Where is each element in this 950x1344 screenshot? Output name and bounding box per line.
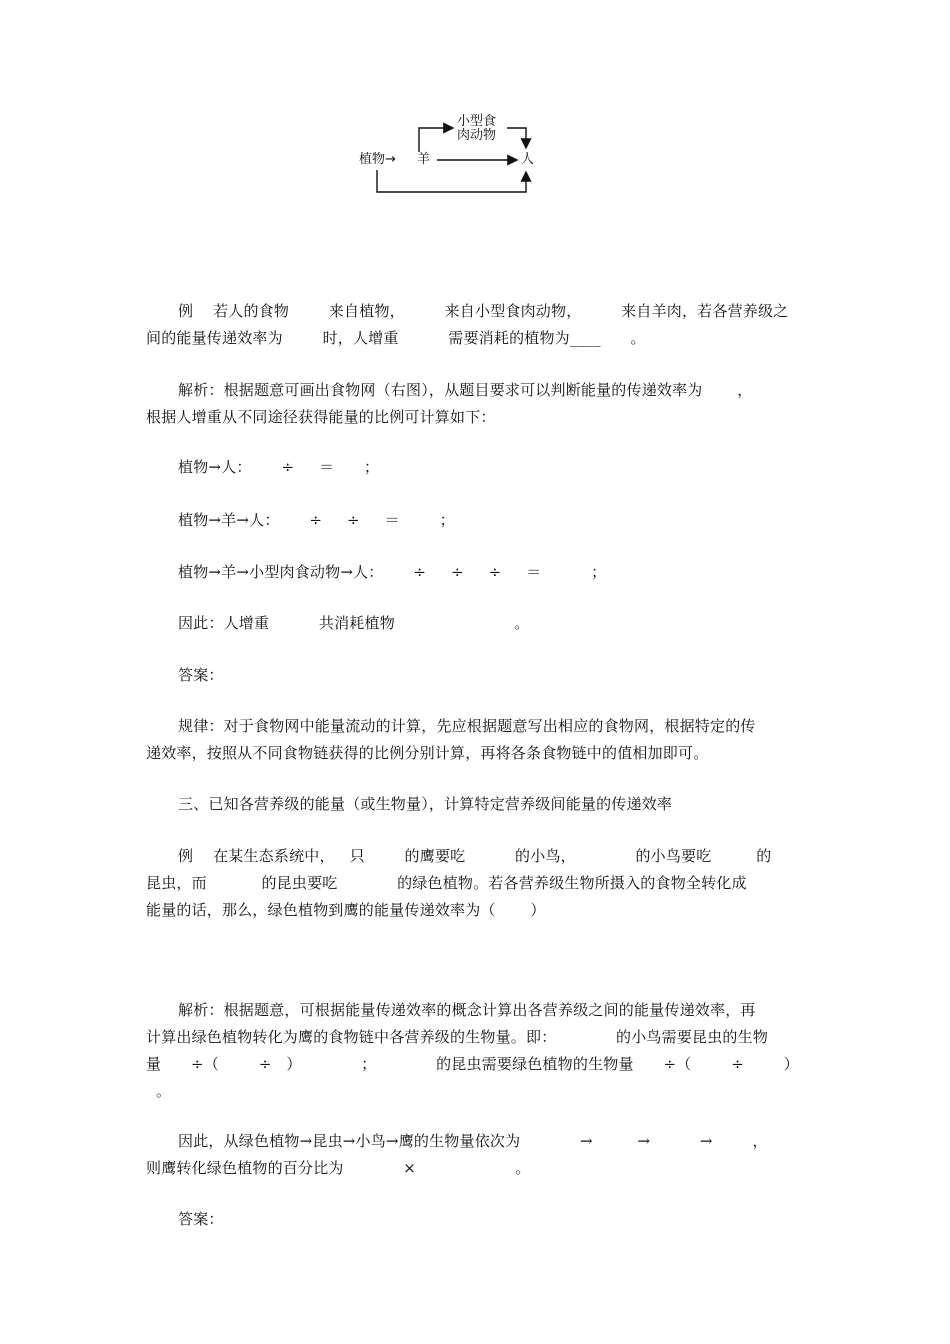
text: 间的能量传递效率为 <box>146 329 283 347</box>
text: 共消耗植物 <box>318 614 395 632</box>
example2-line3 <box>146 897 810 924</box>
text: ＝ <box>526 563 542 581</box>
answer-paren: ） <box>530 901 546 919</box>
text: ） <box>286 1055 302 1073</box>
text: ， <box>752 1132 768 1150</box>
analysis2-line1: 解析：根据题意，可根据能量传递效率的概念计算出各营养级之间的能量传递效率，再 <box>178 1001 756 1019</box>
text: 量 <box>146 1055 162 1073</box>
calc-plant-sheep-human <box>146 507 842 534</box>
text: 的鹰要吃 <box>404 847 466 865</box>
text: ÷ <box>450 563 464 581</box>
text: 若人的食物 <box>213 302 290 320</box>
text: ÷ <box>488 563 502 581</box>
text: 的昆虫需要绿色植物的生物量 <box>436 1055 634 1073</box>
text: ÷ <box>258 1055 272 1073</box>
text: 时，人增重 <box>322 329 399 347</box>
analysis2-line2 <box>146 1024 810 1051</box>
text: 因此，从绿色植物→昆虫→小鸟→鹰的生物量依次为 <box>178 1132 521 1150</box>
text: ； <box>591 563 607 581</box>
text: ； <box>361 1055 377 1073</box>
analysis2-line3 <box>146 1051 810 1078</box>
text: 的绿色植物。若各营养级生物所摄入的食物全转化成 <box>397 874 747 892</box>
example1-line2 <box>146 325 810 352</box>
analysis1-line2: 根据人增重从不同途径获得能量的比例可计算如下： <box>146 408 496 426</box>
text: 的小鸟， <box>515 847 576 865</box>
calc-plant-sheep-carnivore-human <box>146 559 842 586</box>
text: ÷ <box>309 511 323 529</box>
arrow-plant-to-human <box>377 170 526 192</box>
text: → <box>637 1132 651 1150</box>
text: ÷（ <box>191 1055 219 1073</box>
conclusion-line2 <box>146 1155 810 1182</box>
text: 在某生态系统中， <box>213 847 335 865</box>
text: ； <box>364 458 380 476</box>
text: 植物→人： <box>178 458 252 476</box>
example2-line1 <box>146 843 842 870</box>
text: 计算出绿色植物转化为鹰的食物链中各营养级的生物量。即： <box>146 1028 557 1046</box>
text: 的 <box>756 847 772 865</box>
analysis2-line4 <box>146 1078 810 1105</box>
text: → <box>699 1132 713 1150</box>
example2-label: 例 <box>178 847 194 865</box>
food-web-diagram <box>355 112 545 202</box>
arrow-sheep-to-carnivore <box>419 128 453 152</box>
text: 的小鸟要吃 <box>635 847 712 865</box>
text: 的小鸟需要昆虫的生物 <box>616 1028 769 1046</box>
node-plant: 植物→ <box>359 152 396 167</box>
text: ÷ <box>346 511 360 529</box>
text: × <box>403 1159 417 1177</box>
text: 植物→羊→小型肉食动物→人： <box>178 563 384 581</box>
text: ÷ <box>281 458 295 476</box>
text: 。 <box>155 1082 172 1100</box>
text: ＝ <box>319 458 335 476</box>
section3-title: 三、已知各营养级的能量（或生物量），计算特定营养级间能量的传递效率 <box>178 795 673 813</box>
text: 植物→羊→人： <box>178 511 280 529</box>
text: ） <box>783 1055 799 1073</box>
text: 只 <box>349 847 365 865</box>
arrow-carnivore-to-human <box>507 128 526 148</box>
text: ＝ <box>384 511 400 529</box>
conclusion-line1 <box>146 1128 842 1155</box>
answer1-label: 答案： <box>178 666 224 684</box>
text: ； <box>439 511 455 529</box>
text: 。 <box>630 329 646 347</box>
answer-blank: 需要消耗的植物为____ <box>448 329 601 347</box>
text: 解析：根据题意可画出食物网（右图），从题目要求可以判断能量的传递效率为 <box>178 381 703 399</box>
node-sheep: 羊 <box>417 152 431 167</box>
node-human: 人 <box>521 152 535 167</box>
text: 则鹰转化绿色植物的百分比为 <box>146 1159 344 1177</box>
text: 。 <box>514 614 530 632</box>
example1-label: 例 <box>178 302 194 320</box>
text: 来自羊肉，若各营养级之 <box>621 302 789 320</box>
text: 昆虫，而 <box>146 874 207 892</box>
node-small-carnivore-line2: 肉动物 <box>457 128 497 143</box>
rule-line1: 规律：对于食物网中能量流动的计算，先应根据题意写出相应的食物网，根据特定的传 <box>178 717 756 735</box>
text: 能量的话，那么，绿色植物到鹰的能量传递效率为（ <box>146 901 496 919</box>
calc-total <box>146 610 842 637</box>
text: ÷ <box>731 1055 744 1073</box>
text: ÷ <box>413 563 427 581</box>
text: ÷（ <box>663 1055 692 1073</box>
analysis1-line1 <box>146 377 842 404</box>
example1-line1 <box>146 298 842 325</box>
text: 来自小型食肉动物， <box>444 302 582 320</box>
text: 来自植物， <box>328 302 405 320</box>
text: → <box>579 1132 593 1150</box>
answer2-label: 答案： <box>178 1210 224 1228</box>
text: 的昆虫要吃 <box>261 874 338 892</box>
node-small-carnivore-line1: 小型食 <box>457 114 497 129</box>
text: ， <box>737 381 753 399</box>
text: 因此：人增重 <box>178 614 270 632</box>
text: 。 <box>515 1159 531 1177</box>
example2-line2 <box>146 870 810 897</box>
rule-line2: 递效率，按照从不同食物链获得的比例分别计算，再将各条食物链中的值相加即可。 <box>146 744 709 762</box>
calc-plant-human <box>146 454 842 481</box>
